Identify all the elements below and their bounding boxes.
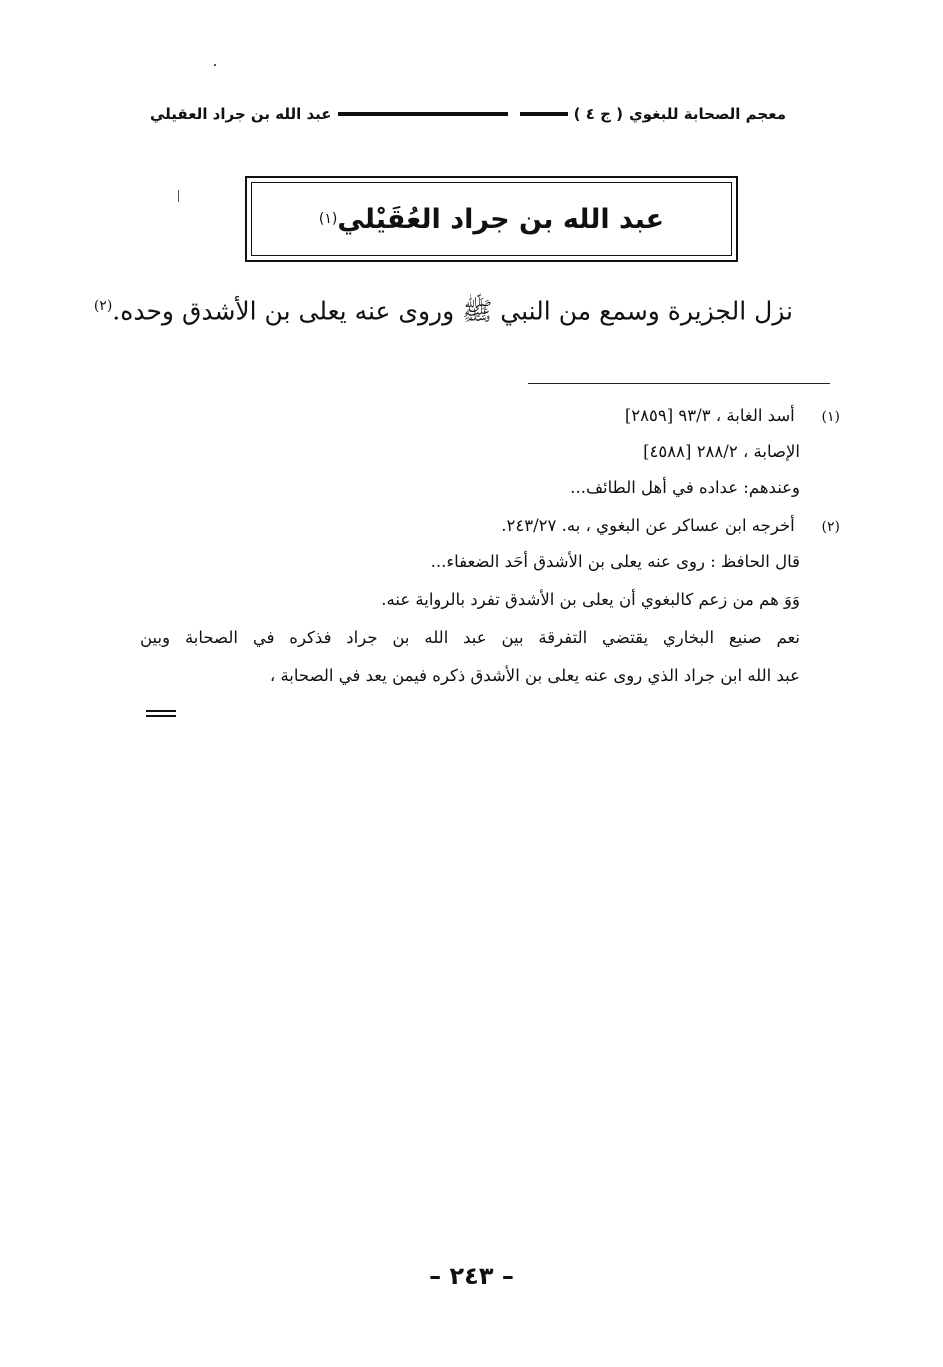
footnote-1-line-1 (625, 402, 840, 438)
footnote-2-marker: (٢) (821, 519, 840, 535)
footnote-separator (528, 383, 830, 384)
header-volume: ( ج ٤ ) (573, 105, 623, 123)
footnote-2-line-4 (140, 624, 800, 660)
header-rule (520, 112, 568, 116)
running-header (150, 98, 786, 130)
entry-text-footnote-ref: (٢) (93, 298, 113, 314)
scan-speck (178, 190, 179, 202)
footnote-1-line-3 (570, 474, 800, 510)
footnote-2-text: قال الحافظ : روى عنه يعلى بن الأشدق أحَد الضعفاء... (430, 552, 800, 571)
entry-text-body: نزل الجزيرة وسمع من النبي ﷺ وروى عنه يعلى بن الأشدق وحده. (112, 296, 793, 326)
footnote-2-line-2 (431, 548, 800, 584)
page-number: – ٢٤٣ – (429, 1262, 514, 1290)
footnote-1-marker: (١) (821, 409, 840, 425)
footnote-1-text: أسد الغابة ، ٩٣/٣ [٢٨٥٩] (624, 406, 795, 425)
footnote-1-text: الإصابة ، ٢٨٨/٢ [٤٥٨٨] (643, 442, 800, 461)
footnote-2-text: عبد الله ابن جراد الذي روى عنه يعلى بن الأشدق ذكره فيمن يعد في الصحابة ، (269, 666, 800, 685)
footnote-2-line-1 (501, 512, 840, 548)
header-entry-name: عبد الله بن جراد العقيلي (150, 105, 332, 123)
header-rule (338, 112, 508, 116)
footnote-2-line-3 (381, 586, 800, 622)
footnote-1-line-2 (643, 438, 800, 474)
footnote-2-text: أخرجه ابن عساكر عن البغوي ، به. ٢٤٣/٢٧. (501, 516, 795, 535)
footnote-2-text: نعم صنيع البخاري يقتضي التفرقة بين عبد الله بن جراد فذكره في الصحابة وبين (140, 628, 800, 647)
scan-speck (214, 64, 216, 66)
footnote-2-text: وَوَ هم من زعم كالبغوي أن يعلى بن الأشدق تفرد بالرواية عنه. (381, 590, 800, 609)
header-book-title: معجم الصحابة للبغوي (629, 105, 786, 123)
entry-text (93, 286, 793, 331)
entry-title-footnote-ref: (١) (318, 211, 338, 227)
entry-title-frame (251, 182, 732, 256)
continuation-mark (146, 710, 176, 720)
footnote-2-line-5 (140, 662, 800, 698)
entry-title-box (245, 176, 738, 262)
footnote-1-text: وعندهم: عداده في أهل الطائف... (570, 478, 800, 497)
entry-title: عبد الله بن جراد العُقَيْلي (337, 203, 665, 235)
